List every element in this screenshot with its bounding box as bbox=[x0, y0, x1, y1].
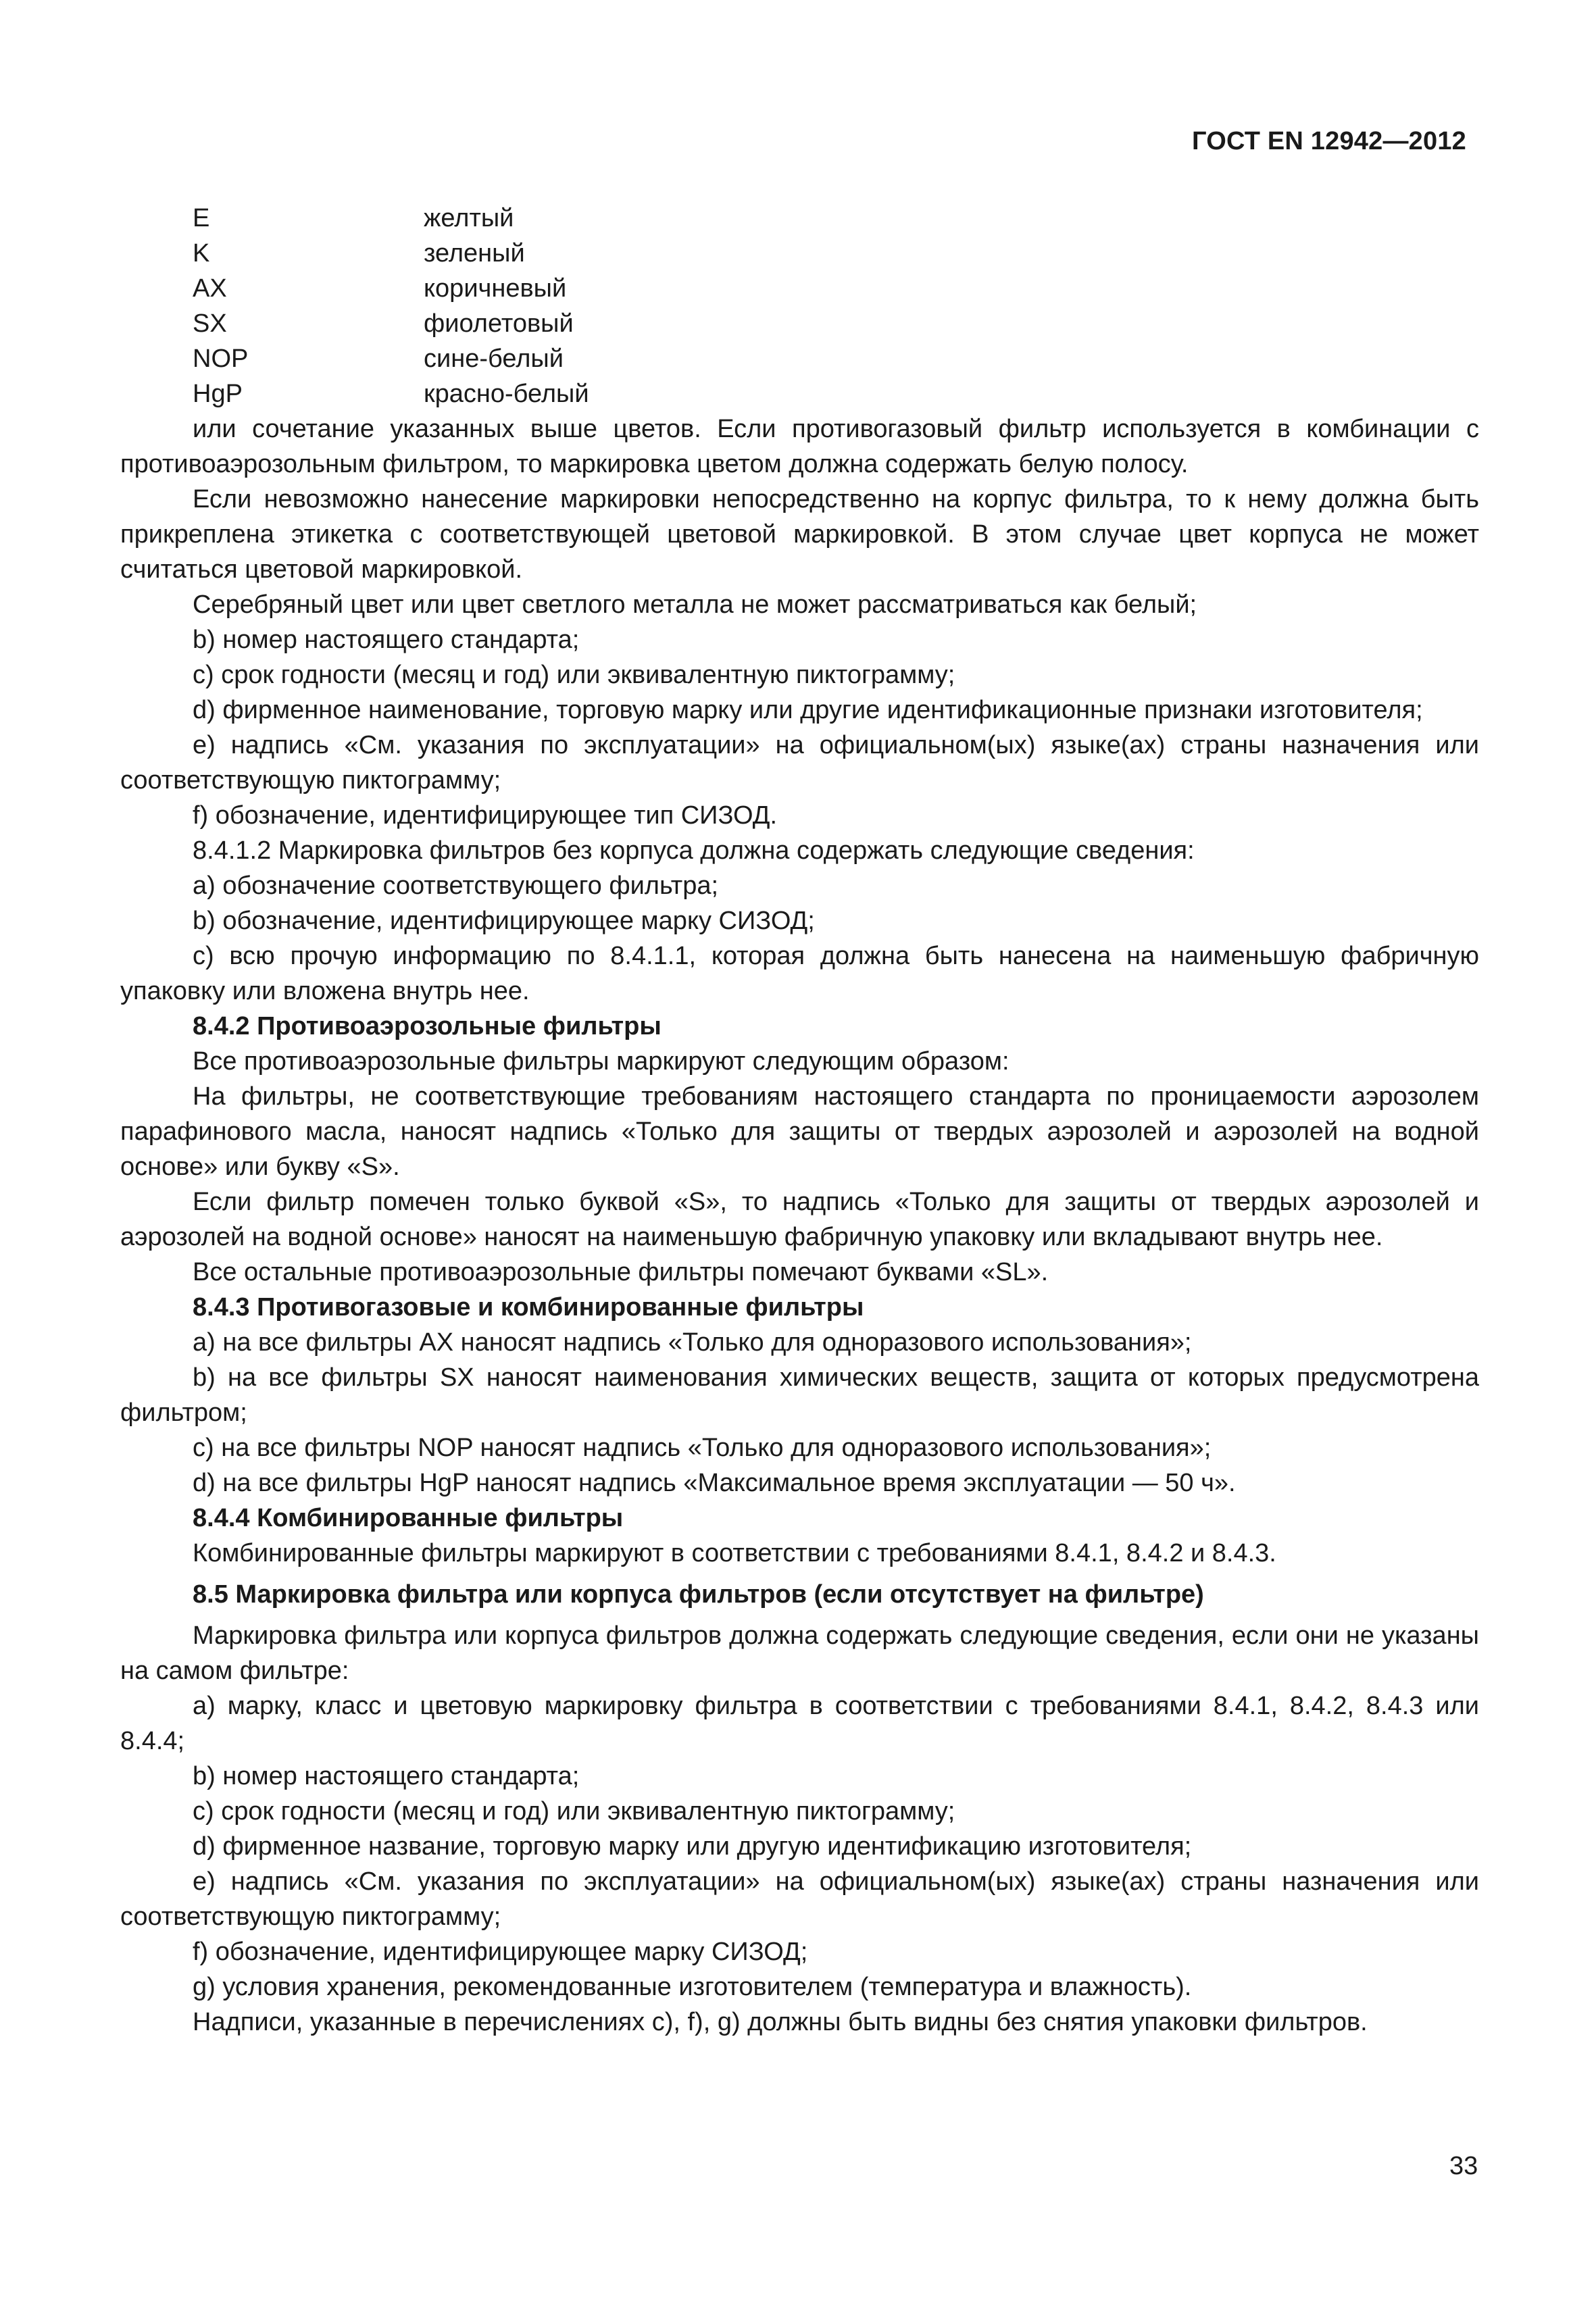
list-item: c) срок годности (месяц и год) или эквивалентную пиктограмму; bbox=[193, 1797, 955, 1826]
paragraph: Если невозможно нанесение маркировки непосредственно на корпус фильтра, то к нему должна быть прикреплена этикетка с соответствующей цветовой маркировкой. В этом случае цвет корпуса не может считаться цветовой маркировкой. bbox=[120, 485, 1479, 584]
filter-color: коричневый bbox=[424, 274, 567, 303]
list-item: d) фирменное название, торговую марку или другую идентификацию изготовителя; bbox=[193, 1832, 1192, 1861]
paragraph: или сочетание указанных выше цветов. Если противогазовый фильтр используется в комбинации с противоаэрозольным фильтром, то маркировка цветом должна содержать белую полосу. bbox=[120, 415, 1479, 478]
section-heading: 8.4.2 Противоаэрозольные фильтры bbox=[193, 1012, 662, 1040]
paragraph: Надписи, указанные в перечислениях c), f), g) должны быть видны без снятия упаковки фильтров. bbox=[193, 2008, 1368, 2036]
list-item: g) условия хранения, рекомендованные изготовителем (температура и влажность). bbox=[193, 1973, 1192, 2001]
list-item: e) надпись «См. указания по эксплуатации» на официальном(ых) языке(ах) страны назначения или соответствующую пиктограмму; bbox=[120, 731, 1479, 795]
list-item: c) на все фильтры NOP наносят надпись «Только для одноразового использования»; bbox=[193, 1434, 1212, 1462]
filter-code: NOP bbox=[193, 345, 249, 373]
list-item: b) номер настоящего стандарта; bbox=[193, 1762, 580, 1790]
filter-code: E bbox=[193, 204, 210, 232]
filter-color: фиолетовый bbox=[424, 309, 574, 338]
list-item: e) надпись «См. указания по эксплуатации» на официальном(ых) языке(ах) страны назначения или соответствующую пиктограмму; bbox=[120, 1867, 1479, 1931]
list-item: b) обозначение, идентифицирующее марку СИЗОД; bbox=[193, 907, 815, 935]
paragraph: Все противоаэрозольные фильтры маркируют следующим образом: bbox=[193, 1047, 1009, 1076]
filter-color: желтый bbox=[424, 204, 514, 232]
filter-code: K bbox=[193, 239, 210, 268]
list-item: f) обозначение, идентифицирующее марку СИЗОД; bbox=[193, 1938, 808, 1966]
color-row bbox=[193, 236, 1479, 271]
paragraph: Серебряный цвет или цвет светлого металла не может рассматриваться как белый; bbox=[193, 590, 1197, 619]
paragraph: Маркировка фильтра или корпуса фильтров должна содержать следующие сведения, если они не указаны на самом фильтре: bbox=[120, 1621, 1479, 1685]
paragraph: На фильтры, не соответствующие требованиям настоящего стандарта по проницаемости аэрозолем парафинового масла, наносят надпись «Только для защиты от твердых аэрозолей и аэрозолей на водной основе» или букву «S». bbox=[120, 1082, 1479, 1181]
list-item: f) обозначение, идентифицирующее тип СИЗОД. bbox=[193, 801, 778, 830]
filter-color: сине-белый bbox=[424, 345, 564, 373]
filter-code: AX bbox=[193, 274, 227, 303]
list-item: d) фирменное наименование, торговую марку или другие идентификационные признаки изготовителя; bbox=[193, 696, 1423, 724]
list-item: a) обозначение соответствующего фильтра; bbox=[193, 872, 719, 900]
list-item: c) срок годности (месяц и год) или эквивалентную пиктограмму; bbox=[193, 661, 955, 689]
color-row bbox=[193, 376, 1479, 411]
filter-code: SX bbox=[193, 309, 227, 338]
list-item: a) марку, класс и цветовую маркировку фильтра в соответствии с требованиями 8.4.1, 8.4.2, 8.4.3 или 8.4.4; bbox=[120, 1692, 1479, 1755]
filter-color: зеленый bbox=[424, 239, 525, 268]
color-row bbox=[193, 271, 1479, 306]
section-heading: 8.4.4 Комбинированные фильтры bbox=[193, 1504, 624, 1532]
color-row bbox=[193, 201, 1479, 236]
list-item: a) на все фильтры AX наносят надпись «Только для одноразового использования»; bbox=[193, 1328, 1192, 1357]
document-header: ГОСТ EN 12942—2012 bbox=[1192, 127, 1467, 155]
paragraph: Все остальные противоаэрозольные фильтры помечают буквами «SL». bbox=[193, 1258, 1049, 1286]
section-heading: 8.5 Маркировка фильтра или корпуса фильтров (если отсутствует на фильтре) bbox=[193, 1580, 1204, 1609]
paragraph: 8.4.1.2 Маркировка фильтров без корпуса должна содержать следующие сведения: bbox=[193, 836, 1195, 865]
filter-code: HgP bbox=[193, 380, 243, 408]
color-marking-list bbox=[193, 201, 1479, 411]
list-item: b) номер настоящего стандарта; bbox=[193, 626, 580, 654]
color-row bbox=[193, 306, 1479, 341]
paragraph: Если фильтр помечен только буквой «S», то надпись «Только для защиты от твердых аэрозолей и аэрозолей на водной основе» наносят на наименьшую фабричную упаковку или вкладывают внутрь нее. bbox=[120, 1188, 1479, 1251]
list-item: c) всю прочую информацию по 8.4.1.1, которая должна быть нанесена на наименьшую фабричную упаковку или вложена внутрь нее. bbox=[120, 942, 1479, 1005]
section-heading: 8.4.3 Противогазовые и комбинированные фильтры bbox=[193, 1293, 864, 1322]
color-row bbox=[193, 341, 1479, 376]
list-item: b) на все фильтры SX наносят наименования химических веществ, защита от которых предусмотрена фильтром; bbox=[120, 1363, 1479, 1427]
page-number: 33 bbox=[1449, 2152, 1478, 2180]
filter-color: красно-белый bbox=[424, 380, 589, 408]
paragraph: Комбинированные фильтры маркируют в соответствии с требованиями 8.4.1, 8.4.2 и 8.4.3. bbox=[193, 1539, 1276, 1567]
page-content bbox=[120, 201, 1479, 2040]
list-item: d) на все фильтры HgP наносят надпись «Максимальное время эксплуатации — 50 ч». bbox=[193, 1469, 1236, 1497]
